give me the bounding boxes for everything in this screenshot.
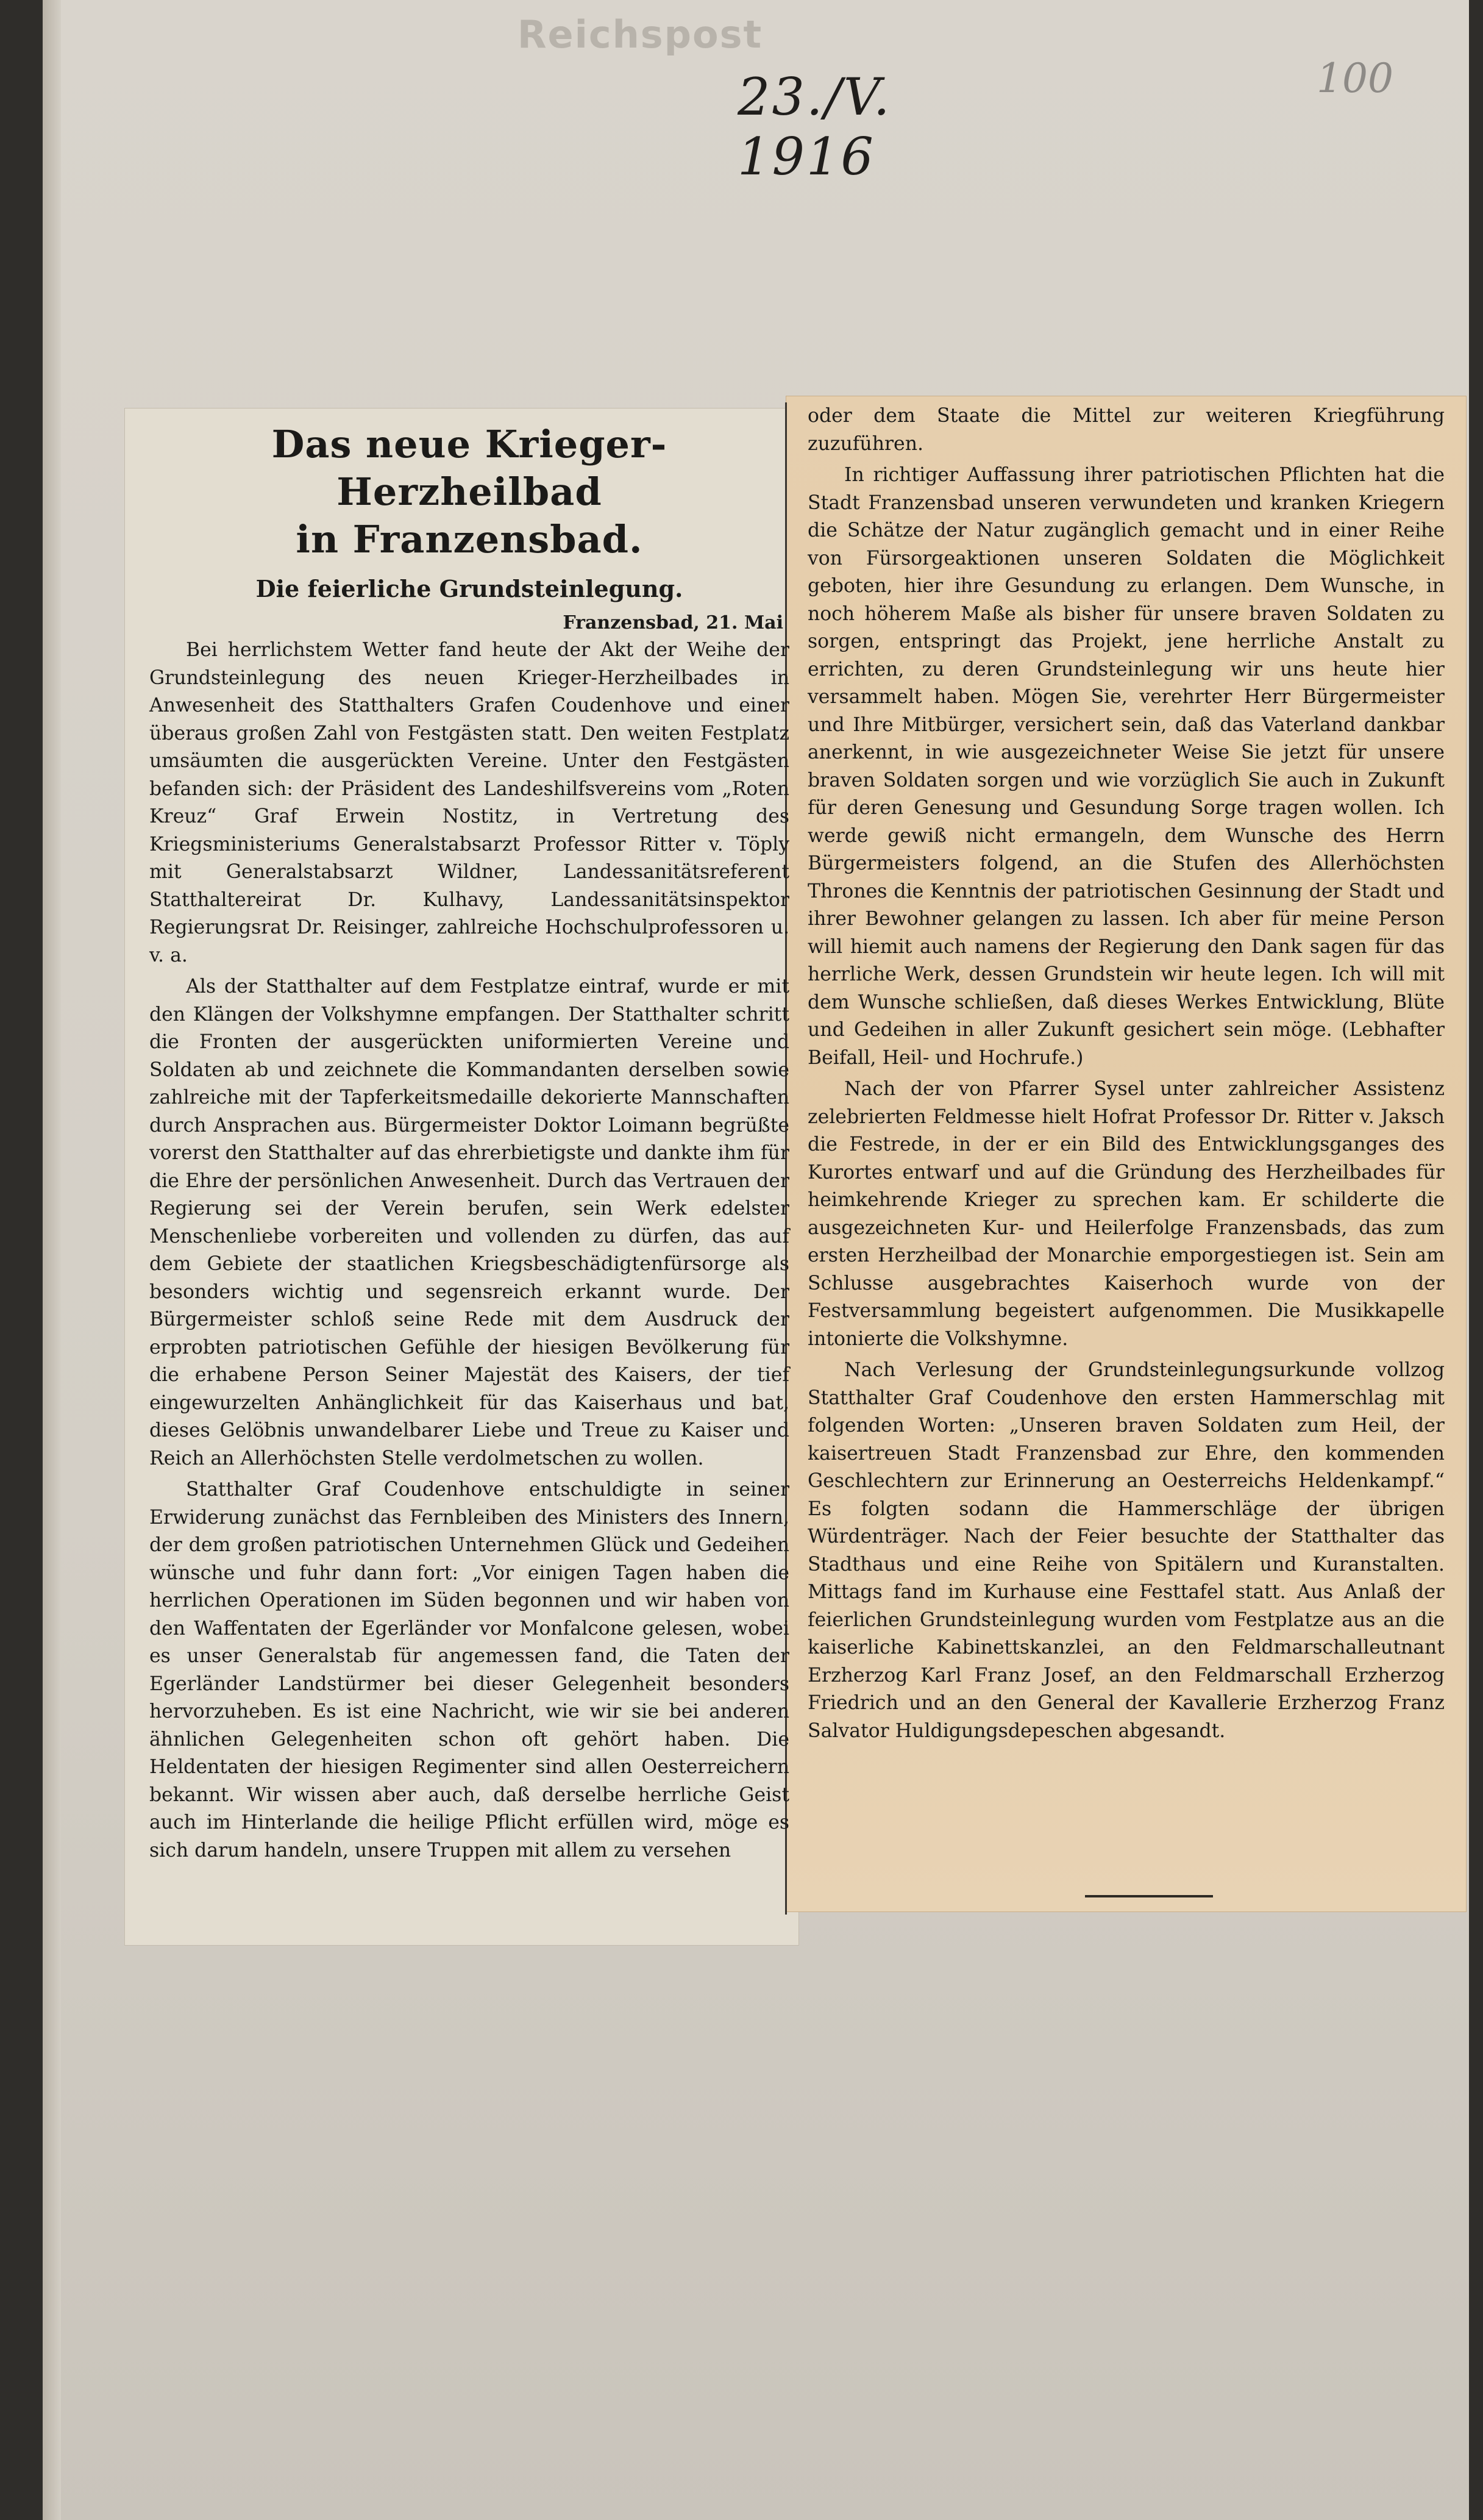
- paragraph: Nach Verlesung der Grundsteinlegungsurkunde vollzog Statthalter Graf Coudenhove den ersten Hammerschlag mit folgenden Worten: „Unseren braven Soldaten zum Heil, der kaisertreuen Stadt Franzensbad zur Ehre, den kommenden Geschlechtern zur Erinnerung an Oesterreichs Heldenkampf.“ Es folgten sodann die Hammerschläge der übrigen Würdenträger. Nach der Feier besuchte der Statthalter das Stadthaus und eine Reihe von Spitälern und Kuranstalten. Mittags fand im Kurhause eine Festtafel statt. Aus Anlaß der feierlichen Grundsteinlegung wurden vom Festplatze aus an die kaiserliche Kabinettskanzlei, an den Feldmarschalleutnant Erzherzog Karl Franz Josef, an den Feldmarschall Erzherzog Friedrich und an den General der Kavallerie Erzherzog Franz Salvator Huldigungsdepeschen abgesandt.: [808, 1359, 1445, 1742]
- article-headline: [149, 421, 789, 563]
- handwritten-page-number: 100: [1317, 55, 1393, 102]
- headline-line-1: Das neue Krieger-Herzheilbad: [271, 422, 667, 514]
- paragraph: oder dem Staate die Mittel zur weiteren Kriegführung zuzuführen.: [808, 405, 1445, 455]
- paragraph: Nach der von Pfarrer Sysel unter zahlreicher Assistenz zelebrierten Feldmesse hielt Hofrat Professor Dr. Ritter v. Jaksch die Festrede, in der er ein Bild des Entwicklungsganges des Kurortes entwarf und auf die Gründung des Herzheilbades für heimkehrende Krieger zu sprechen kam. Er schilderte die ausgezeichneten Kur- und Heilerfolge Franzensbads, das zum ersten Herzheilbad der Monarchie emporgestiegen ist. Sein am Schlusse ausgebrachtes Kaiserhoch wurde von der Festversammlung begeistert aufgenommen. Die Musikkapelle intonierte die Volkshymne.: [808, 1078, 1445, 1350]
- paragraph: Als der Statthalter auf dem Festplatze eintraf, wurde er mit den Klängen der Volkshymne empfangen. Der Statthalter schritt die Fronten der ausgerückten uniformierten Vereine und Soldaten ab und zeichnete die Kommandanten derselben sowie zahlreiche mit der Tapferkeitsmedaille dekorierte Mannschaften durch Ansprachen aus. Bürgermeister Doktor Loimann begrüßte vorerst den Statthalter auf das ehrerbietigste und dankte ihm für die Ehre der persönlichen Anwesenheit. Durch das Vertrauen der Regierung sei der Verein berufen, sein Werk edelster Menschenliebe vorbereiten und vollenden zu dürfen, das auf dem Gebiete der staatlichen Kriegsbeschädigtenfürsorge als besonders wichtig und segensreich erkannt wurde. Der Bürgermeister schloß seine Rede mit dem Ausdruck der erprobten patriotischen Gefühle der hiesigen Bevölkerung für die erhabene Person Seiner Majestät des Kaisers, der tief eingewurzelten Anhänglichkeit für das Kaiserhaus und bat, dieses Gelöbnis unwandelbarer Liebe und Treue zu Kaiser und Reich an Allerhöchsten Stelle verdolmetschen zu wollen.: [149, 976, 789, 1469]
- article-column-left: [149, 415, 789, 1865]
- article-subheadline: Die feierliche Grundsteinlegung.: [255, 575, 683, 602]
- end-rule: [1085, 1895, 1213, 1897]
- article-dateline: Franzensbad, 21. Mai: [563, 612, 783, 634]
- headline-line-2: in Franzensbad.: [296, 517, 643, 562]
- newspaper-stamp: Reichspost: [517, 12, 763, 57]
- paragraph: Bei herrlichstem Wetter fand heute der Akt der Weihe der Grundsteinlegung des neuen Krieger-Herzheilbades in Anwesenheit des Statthalters Grafen Coudenhove und einer überaus großen Zahl von Festgästen statt. Den weiten Festplatz umsäumten die ausgerückten Vereine. Unter den Festgästen befanden sich: der Präsident des Landeshilfsvereins vom „Roten Kreuz“ Graf Erwein Nostitz, in Vertretung des Kriegsministeriums Generalstabsarzt Professor Ritter v. Töply mit Generalstabsarzt Wildner, Landessanitätsreferent Statthaltereirat Dr. Kulhavy, Landessanitätsinspektor Regierungsrat Dr. Reisinger, zahlreiche Hochschulprofessoren u. v. a.: [149, 639, 789, 966]
- paragraph: Statthalter Graf Coudenhove entschuldigte in seiner Erwiderung zunächst das Fernbleiben des Ministers des Innern, der dem großen patriotischen Unternehmen Glück und Gedeihen wünsche und fuhr dann fort: „Vor einigen Tagen haben die herrlichen Operationen im Süden begonnen und wir haben von den Waffentaten der Egerländer vor Monfalcone gelesen, wobei es unser Generalstab für angemessen fand, die Taten der Egerländer Landstürmer bei dieser Gelegenheit besonders hervorzuheben. Es ist eine Nachricht, wie wir sie bei anderen ähnlichen Gelegenheiten schon oft gehört haben. Die Heldentaten der hiesigen Regimenter sind allen Oesterreichern bekannt. Wir wissen aber auch, daß derselbe herrliche Geist auch im Hinterlande die heilige Pflicht erfüllen wird, möge es sich darum handeln, unsere Truppen mit allem zu versehen: [149, 1479, 789, 1861]
- sheet-edge: [43, 0, 61, 2520]
- paragraph: In richtiger Auffassung ihrer patriotischen Pflichten hat die Stadt Franzensbad unseren verwundeten und kranken Kriegern die Schätze der Natur zugänglich gemacht und in einer Reihe von Fürsorgeaktionen unseren Soldaten die Möglichkeit geboten, hier ihre Gesundung zu erlangen. Dem Wunsche, in noch höherem Maße als bisher für unsere braven Soldaten zu sorgen, entspringt das Projekt, jene herrliche Anstalt zu errichten, zu deren Grundsteinlegung wir uns heute hier versammelt haben. Mögen Sie, verehrter Herr Bürgermeister und Ihre Mitbürger, versichert sein, daß das Vaterland dankbar anerkennt, in wie ausgezeichneter Weise Sie jetzt für unsere braven Soldaten sorgen und wie vorzüglich Sie auch in Zukunft für deren Genesung und Gesundung Sorge tragen wollen. Ich werde gewiß nicht ermangeln, dem Wunsche des Herrn Bürgermeisters folgend, an die Stufen des Allerhöchsten Thrones die Kenntnis der patriotischen Gesinnung der Stadt und ihrer Bewohner gelangen zu lassen. Ich aber für meine Person will hiemit auch namens der Regierung den Dank sagen für das herrliche Werk, dessen Grundstein wir heute legen. Ich will mit dem Wunsche schließen, daß dieses Werkes Entwicklung, Blüte und Gedeihen in aller Zukunft gesichert sein möge. (Lebhafter Beifall, Heil- und Hochrufe.): [808, 464, 1445, 1069]
- article-column-right: [808, 402, 1445, 1745]
- handwritten-date: 23./V. 1916: [738, 67, 892, 187]
